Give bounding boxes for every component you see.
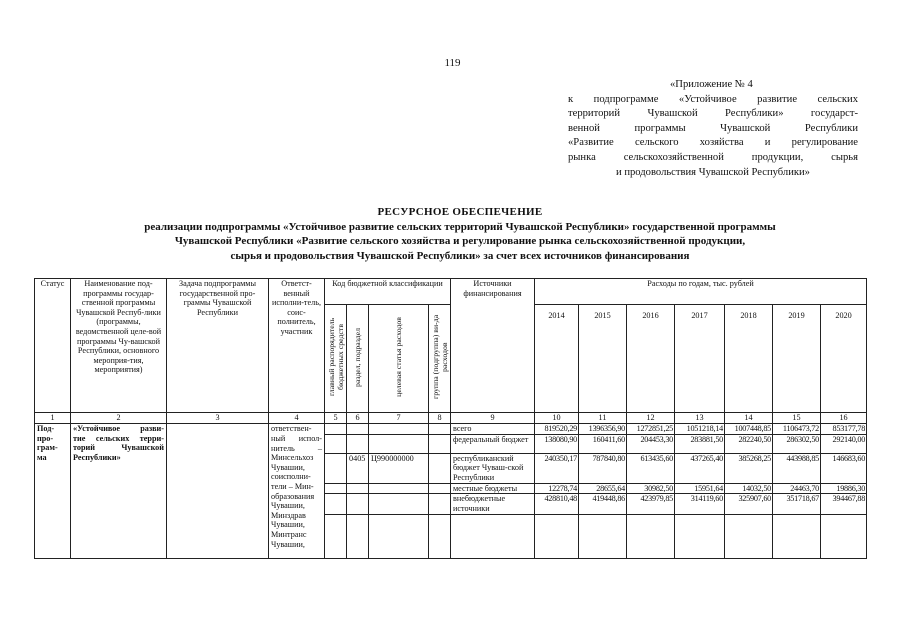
row-cell (675, 514, 725, 558)
row-value: 30982,50 (627, 483, 675, 494)
row-value: 138080,90 (535, 434, 579, 453)
header-year: 2014 (535, 305, 579, 413)
header-responsible: Ответст-венный исполни-тель, соис-полнитель, участник (269, 279, 325, 413)
row-cell (579, 514, 627, 558)
row-value: 1106473,72 (773, 424, 821, 435)
page-number: 119 (444, 57, 461, 69)
header-year: 2018 (725, 305, 773, 413)
column-number: 2 (71, 413, 167, 424)
row-cell (347, 514, 369, 558)
header-year: 2020 (821, 305, 867, 413)
column-number: 1 (35, 413, 71, 424)
row-cell (369, 434, 429, 453)
row-cell (369, 483, 429, 494)
row-cell (429, 453, 451, 483)
row-value: 24463,70 (773, 483, 821, 494)
row-cell (347, 424, 369, 435)
column-number: 5 (325, 413, 347, 424)
status-line: Под- (37, 424, 55, 433)
column-number: 7 (369, 413, 429, 424)
row-cell (429, 424, 451, 435)
row-value: 14032,50 (725, 483, 773, 494)
column-number: 6 (347, 413, 369, 424)
row-cell (347, 483, 369, 494)
column-number: 13 (675, 413, 725, 424)
row-value: 419448,86 (579, 494, 627, 514)
name-line: «Устойчивое разви- (73, 424, 164, 433)
appendix-line: и продовольствия Чувашской Республики» (616, 166, 810, 178)
document-title (60, 205, 860, 264)
appendix-line: «Развитие сельского хозяйства и регулирование (568, 137, 858, 149)
header-sub-label: главный распорядитель бюджетных средств (327, 318, 345, 397)
header-budget-code: Код бюджетной классификации (325, 279, 451, 305)
row-value: 314119,60 (675, 494, 725, 514)
row-source: всего (451, 424, 535, 435)
title-line: сырья и продовольствия Чувашской Республики» за счет всех источников финансирования (230, 250, 690, 263)
appendix-line: венной программы Чувашской Республики (568, 122, 858, 134)
appendix-note (568, 78, 858, 180)
responsible-line: нитель – (271, 443, 322, 453)
row-cell (369, 424, 429, 435)
row-cell (325, 453, 347, 483)
header-sources: Источники финансирования (451, 279, 535, 413)
row-cell (429, 434, 451, 453)
row-value: 160411,60 (579, 434, 627, 453)
row-value: 204453,30 (627, 434, 675, 453)
row-value: 283881,50 (675, 434, 725, 453)
row-source: республиканский бюджет Чуваш-ской Республики (451, 453, 535, 483)
row-value: 787840,80 (579, 453, 627, 483)
row-cell (369, 514, 429, 558)
row-name (71, 424, 167, 559)
row-value: 15951,64 (675, 483, 725, 494)
row-cell (325, 434, 347, 453)
resource-table (34, 278, 867, 559)
row-cell (325, 514, 347, 558)
row-value: 28655,64 (579, 483, 627, 494)
header-sub-cell (429, 305, 451, 413)
table-row (35, 424, 867, 435)
row-cell (429, 483, 451, 494)
row-value: 613435,60 (627, 453, 675, 483)
row-value: 428810,48 (535, 494, 579, 514)
row-cell (347, 434, 369, 453)
row-cell (347, 494, 369, 514)
row-task (167, 424, 269, 559)
row-value: 146683,60 (821, 453, 867, 483)
header-sub-cell (369, 305, 429, 413)
row-cell (429, 514, 451, 558)
header-task: Задача подпрограммы государственной про-граммы Чувашской Республики (167, 279, 269, 413)
row-cell (821, 514, 867, 558)
row-value: 1051218,14 (675, 424, 725, 435)
header-status: Статус (35, 279, 71, 413)
row-value: 12278,74 (535, 483, 579, 494)
row-cell (369, 494, 429, 514)
row-target: Ц990000000 (369, 453, 429, 483)
header-year: 2016 (627, 305, 675, 413)
column-number: 8 (429, 413, 451, 424)
appendix-line: рынка сельскохозяйственной продукции, сырья (568, 151, 858, 163)
title-line: реализации подпрограммы «Устойчивое развитие сельских территорий Чувашской Республики» государственной программы (144, 220, 776, 233)
column-number: 14 (725, 413, 773, 424)
column-number: 3 (167, 413, 269, 424)
column-number: 12 (627, 413, 675, 424)
responsible-line: ный испол- (271, 434, 322, 444)
row-cell (325, 424, 347, 435)
row-value: 1007448,85 (725, 424, 773, 435)
row-responsible-top (269, 434, 325, 453)
row-value: 423979,85 (627, 494, 675, 514)
responsible-line: ответствен- (271, 424, 312, 433)
row-source: внебюджетные источники (451, 494, 535, 514)
row-value: 1396356,90 (579, 424, 627, 435)
row-cell (535, 514, 579, 558)
header-sub-label: целевая статья расходов (394, 317, 403, 398)
row-cell (325, 494, 347, 514)
row-status (35, 424, 71, 559)
row-value: 443988,85 (773, 453, 821, 483)
title-main: РЕСУРСНОЕ ОБЕСПЕЧЕНИЕ (377, 206, 543, 218)
appendix-line: «Приложение № 4 (670, 79, 753, 90)
header-sub-cell (347, 305, 369, 413)
row-source: местные бюджеты (451, 483, 535, 494)
row-value: 385268,25 (725, 453, 773, 483)
row-cell (725, 514, 773, 558)
column-number: 4 (269, 413, 325, 424)
status-line: про- (37, 433, 54, 443)
header-sub-cell (325, 305, 347, 413)
name-line: Республики» (73, 452, 121, 462)
row-value: 282240,50 (725, 434, 773, 453)
row-cell (325, 483, 347, 494)
row-responsible-top (269, 424, 325, 435)
row-value: 292140,00 (821, 434, 867, 453)
row-cell (773, 514, 821, 558)
row-value: 351718,67 (773, 494, 821, 514)
name-line: торий Чувашской (73, 443, 164, 453)
row-source: федеральный бюджет (451, 434, 535, 453)
column-number: 15 (773, 413, 821, 424)
header-year: 2017 (675, 305, 725, 413)
status-line: ма (37, 452, 47, 462)
row-cell (429, 494, 451, 514)
column-number: 16 (821, 413, 867, 424)
row-section: 0405 (347, 453, 369, 483)
header-year: 2019 (773, 305, 821, 413)
header-sub-label: группа (подгруппа) ви-да расходов (431, 315, 449, 400)
column-number: 10 (535, 413, 579, 424)
row-value: 853177,78 (821, 424, 867, 435)
row-value: 437265,40 (675, 453, 725, 483)
row-cell (451, 514, 535, 558)
header-year: 2015 (579, 305, 627, 413)
row-value: 286302,50 (773, 434, 821, 453)
column-number: 9 (451, 413, 535, 424)
header-expenses: Расходы по годам, тыс. рублей (535, 279, 867, 305)
name-line: тие сельских терри- (73, 433, 164, 443)
row-responsible: Минсельхоз Чувашии, соисполни-тели – Мин-образования Чувашии, Минздрав Чувашии, Минтранс Чувашии, (269, 453, 325, 558)
title-line: Чувашской Республики «Развитие сельского хозяйства и регулирование рынка сельскохозяйственной продукции, (174, 235, 746, 248)
appendix-line: к подпрограмме «Устойчивое развитие сельских (568, 93, 858, 105)
status-line: грам- (37, 443, 58, 453)
column-number: 11 (579, 413, 627, 424)
row-value: 325907,60 (725, 494, 773, 514)
appendix-line: территорий Чувашской Республики» государст- (568, 108, 858, 120)
row-value: 1272851,25 (627, 424, 675, 435)
row-value: 394467,88 (821, 494, 867, 514)
row-value: 819520,29 (535, 424, 579, 435)
header-sub-label: раздел, подраздел (353, 327, 362, 387)
header-name: Наименование под-программы государ-ственной программы Чувашской Респуб-лики (программы, ведомственной целе-вой программы Чу-вашской Республики, основного мероприя-тия, мероприятия) (71, 279, 167, 413)
row-cell (627, 514, 675, 558)
row-value: 19886,30 (821, 483, 867, 494)
row-value: 240350,17 (535, 453, 579, 483)
